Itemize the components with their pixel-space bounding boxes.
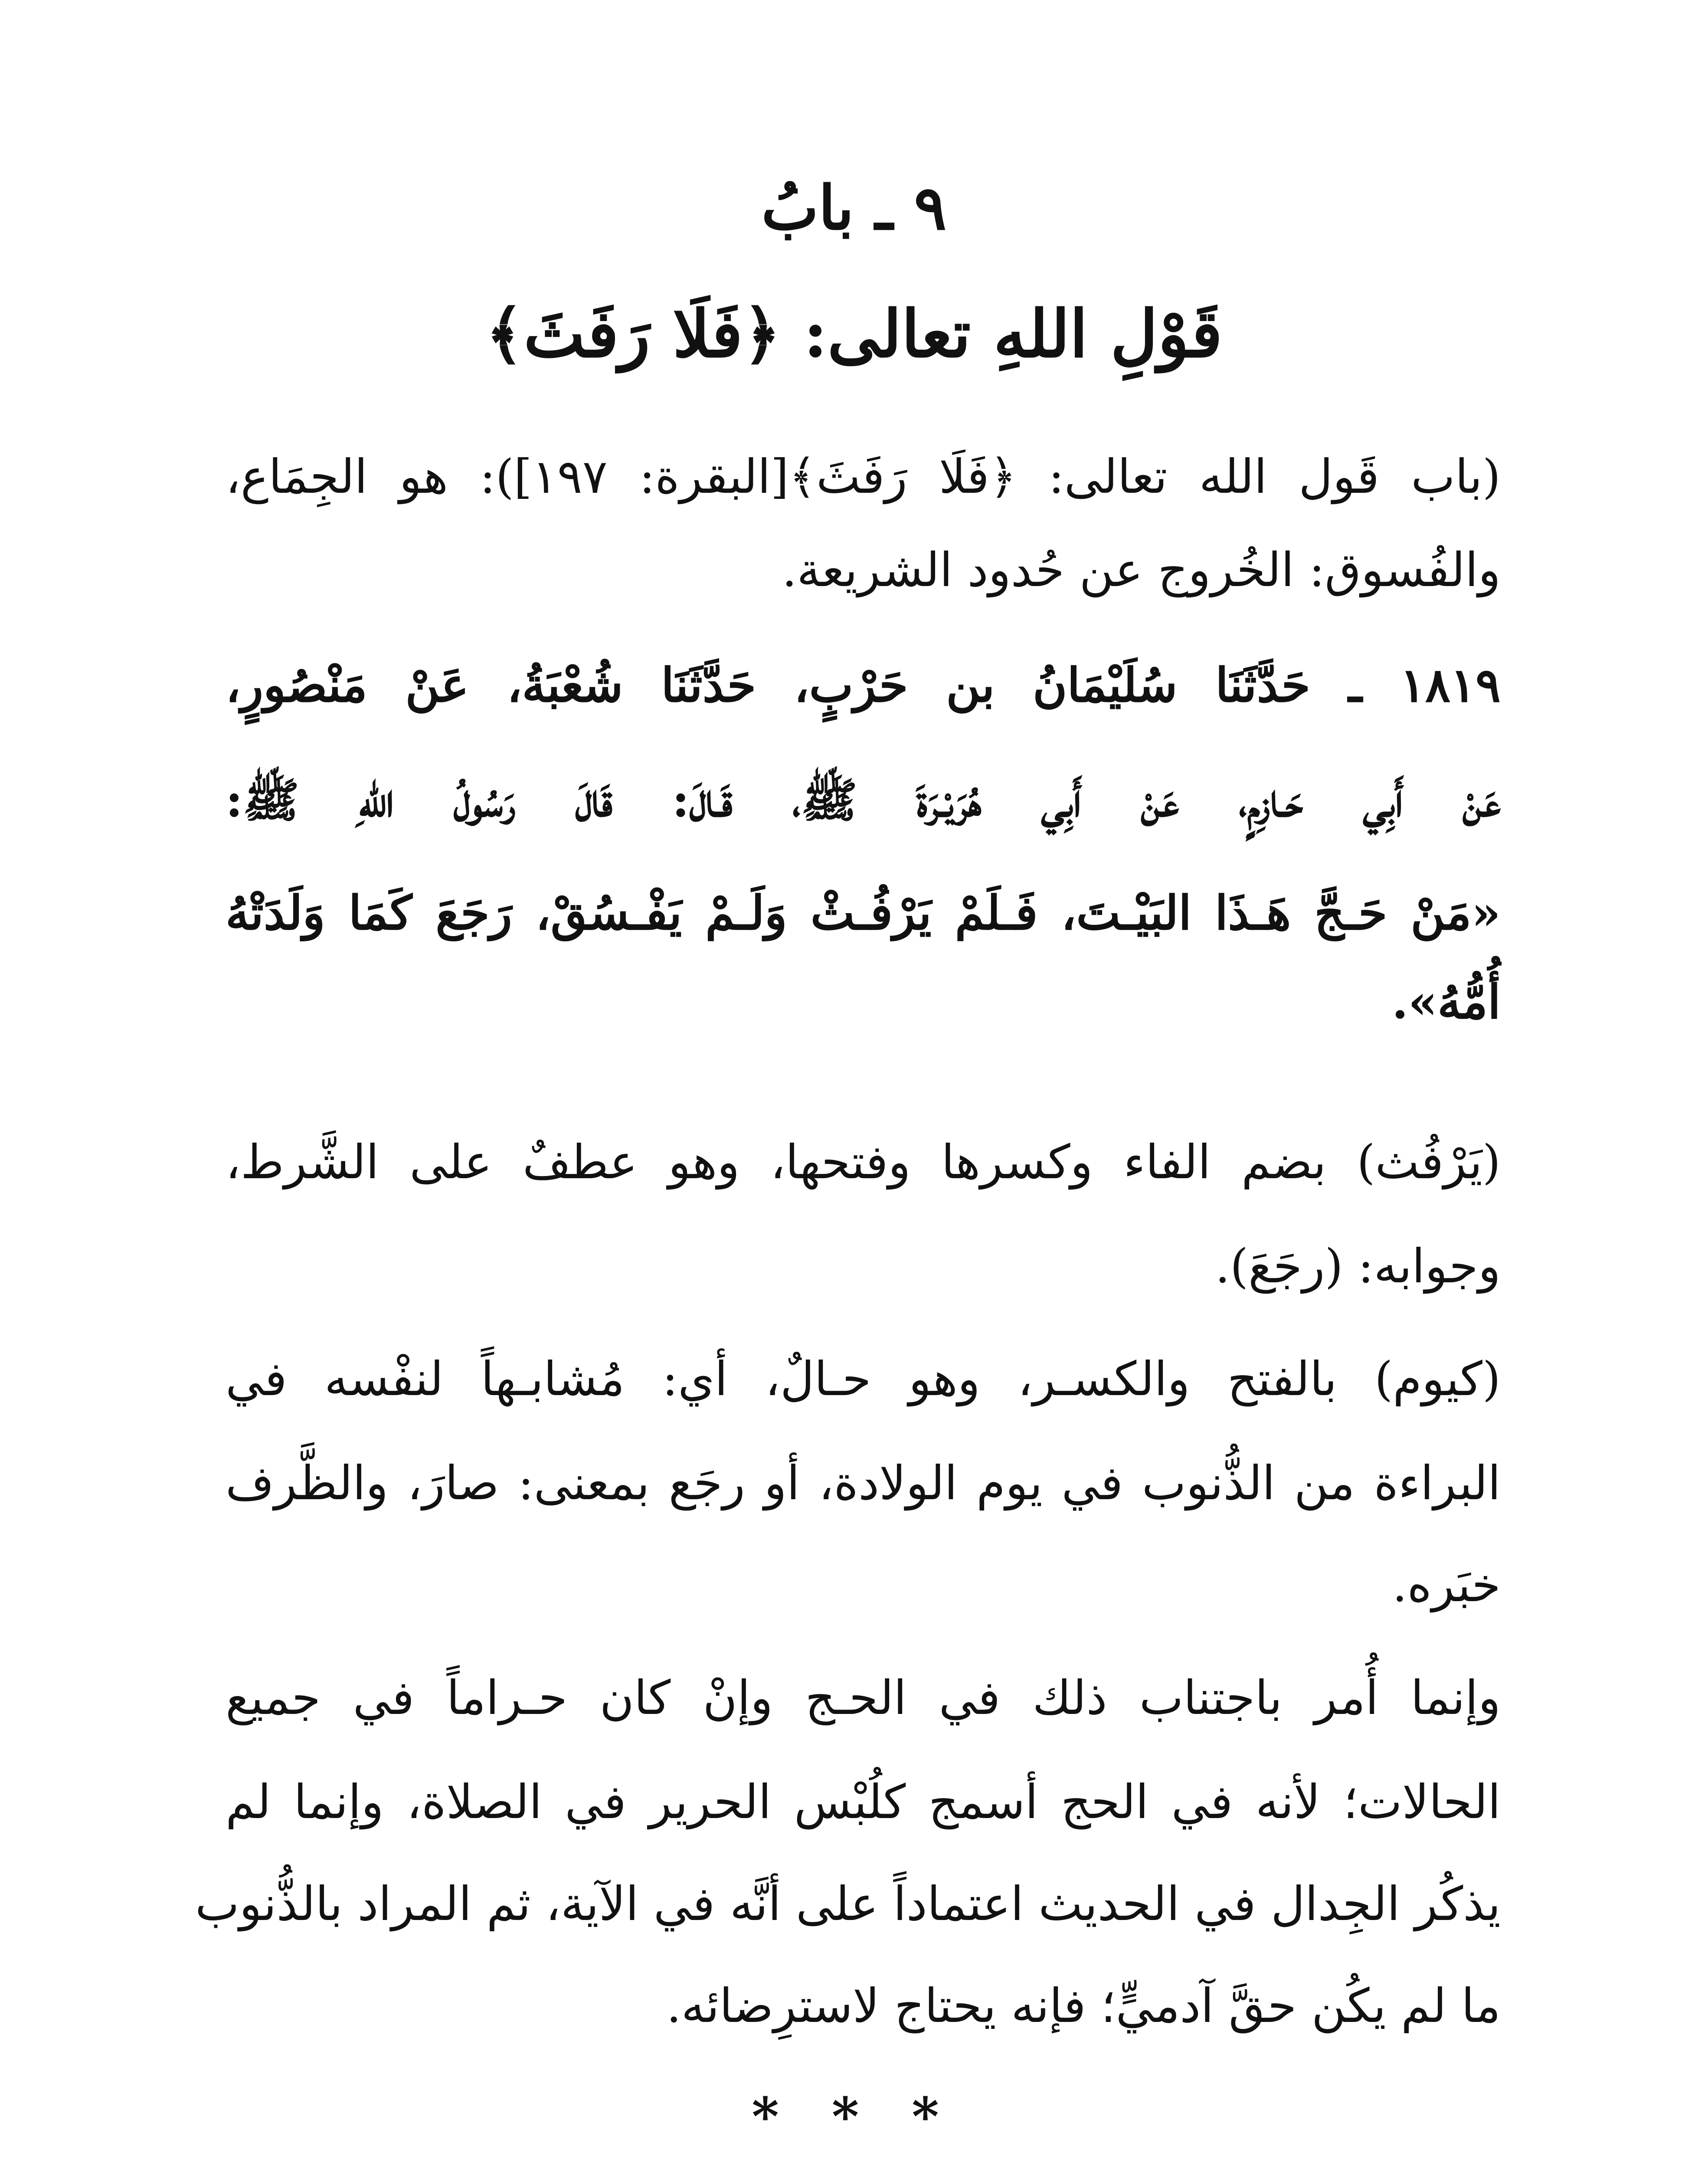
hadith-line: أُمُّهُ». (1392, 975, 1501, 1029)
commentary-intro-line: والفُسوق: الخُروج عن حُدود الشريعة. (782, 543, 1501, 597)
commentary-line: البراءة من الذُّنوب في يوم الولادة، أو رجَع بمعنى: صارَ، والظَّرف (226, 1456, 1501, 1510)
commentary-line: وجوابه: (رجَعَ). (1215, 1239, 1501, 1294)
hadith-line: عَنْ أَبِي حَـازِمٍ، عَنْ أَبِي هُرَيْـرَةَ ﷺ، قَـالَ: قَالَ رَسُولُ اللهِ ﷺ: (226, 773, 1501, 828)
commentary-line: ما لم يكُن حقَّ آدميٍّ؛ فإنه يحتاج لاسترِضائه. (666, 1979, 1501, 2033)
section-separator: * * * (752, 2086, 956, 2147)
commentary-line: الحالات؛ لأنه في الحج أسمج كلُبْس الحرير في الصلاة، وإنما لم (226, 1775, 1501, 1829)
commentary-intro-line: (باب قَول الله تعالى: ﴿فَلَا رَفَثَ﴾[البقرة: ١٩٧]): هو الجِمَاع، (226, 450, 1501, 504)
chapter-number: ٩ ـ بابُ (761, 173, 947, 244)
hadith-line: «مَنْ حَـجَّ هَـذَا البَيْـتَ، فَـلَمْ يَرْفُـثْ وَلَـمْ يَفْـسُقْ، رَجَعَ كَمَا وَلَدَتْهُ (226, 886, 1501, 940)
commentary-line: وإنما أُمر باجتناب ذلك في الحـج وإنْ كان حـراماً في جميع (226, 1671, 1501, 1725)
hadith-line: ١٨١٩ ـ حَدَّثَنَا سُلَيْمَانُ بن حَرْبٍ، حَدَّثَنَا شُعْبَةُ، عَنْ مَنْصُورٍ، (226, 658, 1501, 713)
commentary-line: يذكُر الجِدال في الحديث اعتماداً على أنَّه في الآية، ثم المراد بالذُّنوب (195, 1877, 1501, 1931)
chapter-title: قَوْلِ اللهِ تعالى: ﴿فَلَا رَفَثَ﴾ (485, 296, 1223, 372)
commentary-line: (يَرْفُث) بضم الفاء وكسرها وفتحها، وهو عطفٌ على الشَّرط، (226, 1135, 1501, 1189)
commentary-line: (كيوم) بالفتح والكسـر، وهو حـالٌ، أي: مُشابـهاً لنفْسه في (226, 1352, 1501, 1406)
commentary-line: خبَره. (1392, 1558, 1501, 1612)
